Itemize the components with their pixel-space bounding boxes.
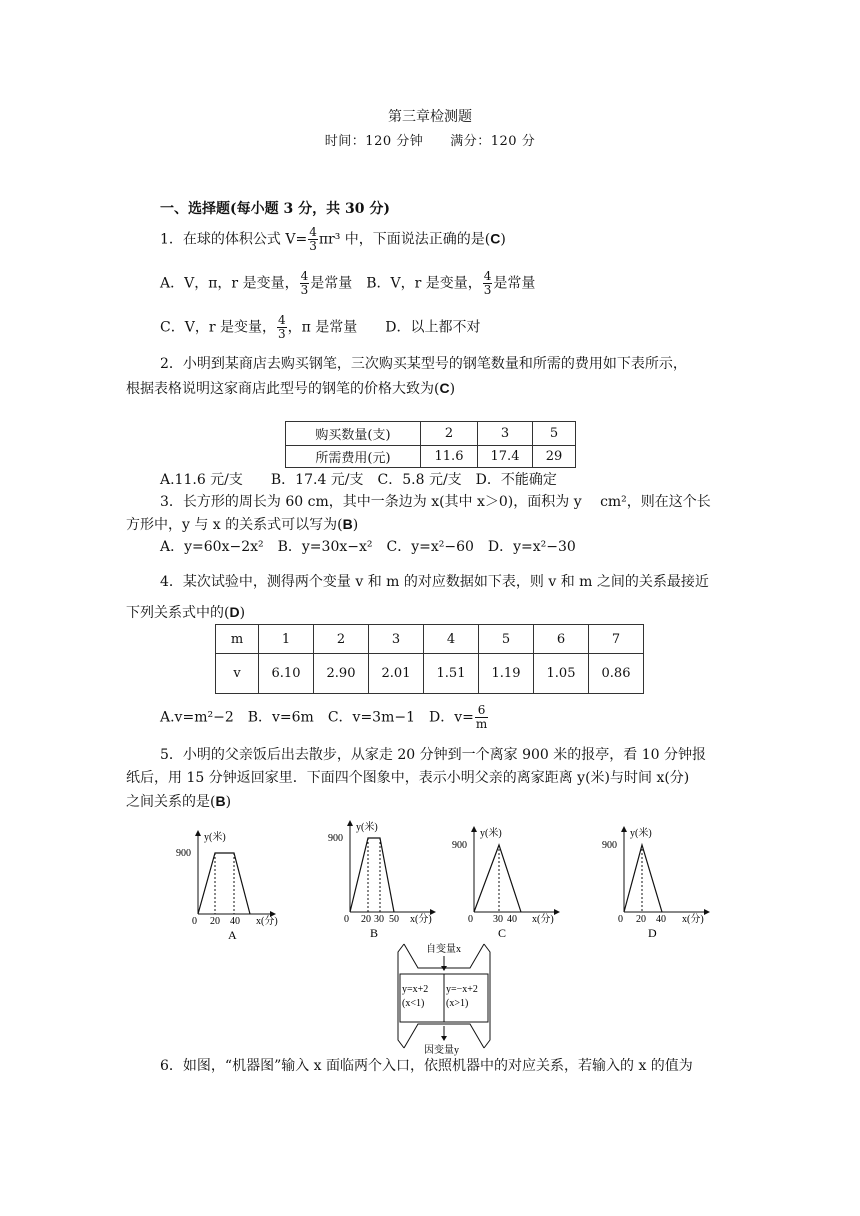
svg-text:900: 900 bbox=[602, 840, 617, 851]
q6-line1: 6．如图，“机器图”输入 x 面临两个入口，依照机器中的对应关系，若输入的 x 的值为 bbox=[160, 1058, 693, 1074]
x-label: x(分) bbox=[256, 916, 278, 927]
q1-fraction: $\frac{4}{3}$ bbox=[309, 225, 317, 253]
q2-answer: C bbox=[439, 380, 450, 396]
graph-caption: A bbox=[228, 928, 237, 942]
machine-input-label: 自变量x bbox=[426, 944, 461, 955]
svg-text:0: 0 bbox=[618, 914, 623, 925]
graph-a-line bbox=[198, 853, 250, 914]
svg-text:x(分): x(分) bbox=[532, 914, 554, 925]
graph-d bbox=[598, 822, 718, 940]
q4-line2: 下列关系式中的(D) bbox=[126, 604, 246, 621]
machine-left-formula: y=x+2 bbox=[402, 984, 429, 995]
svg-text:y(米): y(米) bbox=[480, 828, 502, 839]
q2-line2: 根据表格说明这家商店此型号的钢笔的价格大致为(C) bbox=[126, 380, 456, 397]
q5-line2: 纸后，用 15 分钟返回家里．下面四个图象中，表示小明父亲的离家距离 y(米)与时间 x(分) bbox=[126, 770, 690, 786]
q5-line3: 之间关系的是(B) bbox=[126, 793, 232, 810]
q4-options: A.v=m²−2 B．v=6m C．v=3m−1 D．v= $\frac{6}{m}$ bbox=[160, 703, 488, 731]
q1-answer: C bbox=[490, 230, 501, 247]
q1-prefix: 1．在球的体积公式 V= bbox=[160, 231, 308, 248]
graph-c bbox=[448, 822, 568, 940]
y-label: y(米) bbox=[204, 832, 226, 843]
q3-line1: 3．长方形的周长为 60 cm，其中一条边为 x(其中 x＞0)，面积为 y cm²，则在这个长 bbox=[160, 494, 711, 510]
svg-text:0: 0 bbox=[468, 914, 473, 925]
machine-output-label: 因变量y bbox=[424, 1045, 459, 1056]
y-tick: 900 bbox=[176, 848, 191, 859]
q2-options: A.11.6 元/支 B．17.4 元/支 C．5.8 元/支 D．不能确定 bbox=[160, 472, 557, 488]
graph-c-line bbox=[474, 845, 521, 912]
q4-answer: D bbox=[229, 604, 240, 620]
q1-suffix: πr³ 中，下面说法正确的是( bbox=[318, 231, 491, 248]
q4-table: m 1 2 3 4 5 6 7 v 6.10 2.90 2.01 1.51 1.19 1.05 0.86 bbox=[215, 624, 644, 694]
page-subtitle: 时间：120 分钟 满分：120 分 bbox=[324, 134, 536, 149]
q3-options: A．y=60x−2x² B．y=30x−x² C．y=x²−60 D．y=x²−30 bbox=[160, 539, 576, 555]
question-1: 1．在球的体积公式 V= $\frac{4}{3}$ πr³ 中，下面说法正确的是(C) bbox=[160, 225, 506, 253]
machine-right-cond: (x>1) bbox=[446, 998, 469, 1009]
svg-text:900: 900 bbox=[452, 840, 467, 851]
q3-line2: 方形中，y 与 x 的关系式可以写为(B) bbox=[126, 516, 359, 533]
svg-text:20: 20 bbox=[636, 914, 646, 925]
machine-left-cond: (x<1) bbox=[402, 998, 425, 1009]
q4-line1: 4．某次试验中，测得两个变量 v 和 m 的对应数据如下表，则 v 和 m 之间的关系最接近 bbox=[160, 574, 709, 590]
x-tick: 20 bbox=[210, 916, 220, 927]
q2-table: 购买数量(支) 2 3 5 所需费用(元) 11.6 17.4 29 bbox=[285, 421, 576, 468]
svg-text:40: 40 bbox=[507, 914, 517, 925]
machine-right-formula: y=−x+2 bbox=[446, 984, 478, 995]
q5-line1: 5．小明的父亲饭后出去散步，从家走 20 分钟到一个离家 900 米的报亭，看 10 分钟报 bbox=[160, 747, 706, 763]
y-axis-arrow bbox=[195, 830, 201, 836]
svg-text:40: 40 bbox=[656, 914, 666, 925]
svg-text:C: C bbox=[498, 926, 507, 940]
graph-b-line bbox=[350, 838, 394, 912]
svg-text:B: B bbox=[370, 926, 379, 940]
svg-text:20: 20 bbox=[361, 914, 371, 925]
svg-text:0: 0 bbox=[344, 914, 349, 925]
machine-diagram bbox=[394, 940, 494, 1056]
graph-a bbox=[170, 826, 280, 942]
q2-line1: 2．小明到某商店去购买钢笔，三次购买某型号的钢笔数量和所需的费用如下表所示， bbox=[160, 356, 687, 372]
svg-text:30: 30 bbox=[493, 914, 503, 925]
svg-text:900: 900 bbox=[328, 833, 343, 844]
x-tick: 40 bbox=[230, 916, 240, 927]
svg-text:x(分): x(分) bbox=[682, 914, 704, 925]
svg-text:y(米): y(米) bbox=[356, 822, 378, 833]
page-title: 第三章检测题 bbox=[388, 109, 472, 125]
svg-text:30: 30 bbox=[374, 914, 384, 925]
graph-d-line bbox=[624, 845, 662, 912]
svg-text:50: 50 bbox=[389, 914, 399, 925]
svg-text:D: D bbox=[648, 926, 657, 940]
origin: 0 bbox=[192, 916, 197, 927]
svg-text:y(米): y(米) bbox=[630, 828, 652, 839]
q5-answer: B bbox=[215, 793, 226, 809]
section-heading: 一、选择题(每小题 3 分，共 30 分) bbox=[160, 201, 390, 217]
svg-text:x(分): x(分) bbox=[410, 914, 432, 925]
q3-answer: B bbox=[342, 516, 353, 532]
q1-options-cd: C．V，r 是变量， $\frac{4}{3}$ ，π 是常量 D．以上都不对 bbox=[160, 313, 481, 341]
graph-b bbox=[322, 816, 442, 940]
q1-options-ab: A．V，π，r 是变量， $\frac{4}{3}$ 是常量 B．V，r 是变量， $\frac{4}{3}$ 是常量 bbox=[160, 269, 536, 297]
